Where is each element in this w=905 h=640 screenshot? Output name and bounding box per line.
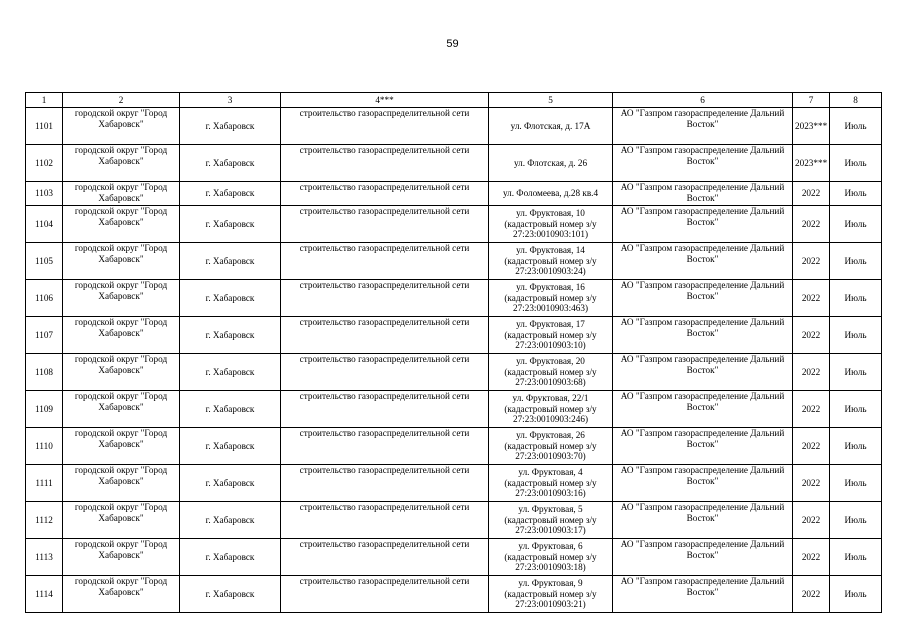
municipality-cell: городской округ "Город Хабаровск" xyxy=(63,428,180,465)
row-number-cell: 1109 xyxy=(26,391,63,428)
municipality-cell: городской округ "Город Хабаровск" xyxy=(63,280,180,317)
column-header: 7 xyxy=(793,93,830,108)
row-number-cell: 1103 xyxy=(26,182,63,206)
organization-cell: АО "Газпром газораспределение Дальний Восток" xyxy=(613,576,793,613)
object-cell: строительство газораспределительной сети xyxy=(281,317,489,354)
municipality-cell: городской округ "Город Хабаровск" xyxy=(63,502,180,539)
column-header: 5 xyxy=(489,93,613,108)
month-cell: Июль xyxy=(830,108,882,145)
address-cell: ул. Фруктовая, 17 (кадастровый номер з/у 27:23:0010903:10) xyxy=(489,317,613,354)
municipality-cell: городской округ "Город Хабаровск" xyxy=(63,539,180,576)
city-cell: г. Хабаровск xyxy=(180,182,281,206)
row-number-cell: 1105 xyxy=(26,243,63,280)
table-row xyxy=(26,280,882,317)
address-cell: ул. Фруктовая, 26 (кадастровый номер з/у 27:23:0010903:70) xyxy=(489,428,613,465)
city-cell: г. Хабаровск xyxy=(180,465,281,502)
city-cell: г. Хабаровск xyxy=(180,539,281,576)
table-row xyxy=(26,576,882,613)
object-cell: строительство газораспределительной сети xyxy=(281,145,489,182)
municipality-cell: городской округ "Город Хабаровск" xyxy=(63,317,180,354)
column-header: 2 xyxy=(63,93,180,108)
municipality-cell: городской округ "Город Хабаровск" xyxy=(63,465,180,502)
organization-cell: АО "Газпром газораспределение Дальний Восток" xyxy=(613,391,793,428)
month-cell: Июль xyxy=(830,145,882,182)
table-row xyxy=(26,145,882,182)
municipality-cell: городской округ "Город Хабаровск" xyxy=(63,108,180,145)
organization-cell: АО "Газпром газораспределение Дальний Восток" xyxy=(613,108,793,145)
page-number: 59 xyxy=(446,38,459,50)
city-cell: г. Хабаровск xyxy=(180,243,281,280)
year-cell: 2023*** xyxy=(793,108,830,145)
address-cell: ул. Фруктовая, 14 (кадастровый номер з/у 27:23:0010903:24) xyxy=(489,243,613,280)
city-cell: г. Хабаровск xyxy=(180,354,281,391)
row-number-cell: 1113 xyxy=(26,539,63,576)
year-cell: 2022 xyxy=(793,576,830,613)
table-header-row xyxy=(26,93,882,108)
city-cell: г. Хабаровск xyxy=(180,576,281,613)
column-header: 6 xyxy=(613,93,793,108)
address-cell: ул. Фруктовая, 9 (кадастровый номер з/у 27:23:0010903:21) xyxy=(489,576,613,613)
object-cell: строительство газораспределительной сети xyxy=(281,243,489,280)
table-row xyxy=(26,206,882,243)
organization-cell: АО "Газпром газораспределение Дальний Восток" xyxy=(613,502,793,539)
year-cell: 2023*** xyxy=(793,145,830,182)
address-cell: ул. Фруктовая, 10 (кадастровый номер з/у 27:23:0010903:101) xyxy=(489,206,613,243)
city-cell: г. Хабаровск xyxy=(180,145,281,182)
column-header: 1 xyxy=(26,93,63,108)
organization-cell: АО "Газпром газораспределение Дальний Восток" xyxy=(613,317,793,354)
object-cell: строительство газораспределительной сети xyxy=(281,576,489,613)
column-header: 8 xyxy=(830,93,882,108)
row-number-cell: 1111 xyxy=(26,465,63,502)
address-cell: ул. Фруктовая, 16 (кадастровый номер з/у 27:23:0010903:463) xyxy=(489,280,613,317)
row-number-cell: 1112 xyxy=(26,502,63,539)
row-number-cell: 1114 xyxy=(26,576,63,613)
municipality-cell: городской округ "Город Хабаровск" xyxy=(63,182,180,206)
row-number-cell: 1106 xyxy=(26,280,63,317)
year-cell: 2022 xyxy=(793,182,830,206)
month-cell: Июль xyxy=(830,182,882,206)
row-number-cell: 1110 xyxy=(26,428,63,465)
year-cell: 2022 xyxy=(793,465,830,502)
municipality-cell: городской округ "Город Хабаровск" xyxy=(63,206,180,243)
year-cell: 2022 xyxy=(793,243,830,280)
year-cell: 2022 xyxy=(793,317,830,354)
month-cell: Июль xyxy=(830,317,882,354)
object-cell: строительство газораспределительной сети xyxy=(281,206,489,243)
month-cell: Июль xyxy=(830,502,882,539)
month-cell: Июль xyxy=(830,428,882,465)
municipality-cell: городской округ "Город Хабаровск" xyxy=(63,576,180,613)
month-cell: Июль xyxy=(830,206,882,243)
organization-cell: АО "Газпром газораспределение Дальний Восток" xyxy=(613,354,793,391)
table-row xyxy=(26,465,882,502)
address-cell: ул. Фоломеева, д.28 кв.4 xyxy=(489,182,613,206)
municipality-cell: городской округ "Город Хабаровск" xyxy=(63,391,180,428)
city-cell: г. Хабаровск xyxy=(180,108,281,145)
row-number-cell: 1102 xyxy=(26,145,63,182)
table-body xyxy=(26,108,882,613)
organization-cell: АО "Газпром газораспределение Дальний Восток" xyxy=(613,539,793,576)
row-number-cell: 1108 xyxy=(26,354,63,391)
organization-cell: АО "Газпром газораспределение Дальний Восток" xyxy=(613,182,793,206)
address-cell: ул. Флотская, д. 17А xyxy=(489,108,613,145)
organization-cell: АО "Газпром газораспределение Дальний Восток" xyxy=(613,280,793,317)
table-row xyxy=(26,243,882,280)
object-cell: строительство газораспределительной сети xyxy=(281,539,489,576)
organization-cell: АО "Газпром газораспределение Дальний Восток" xyxy=(613,428,793,465)
year-cell: 2022 xyxy=(793,206,830,243)
month-cell: Июль xyxy=(830,391,882,428)
table-row xyxy=(26,317,882,354)
object-cell: строительство газораспределительной сети xyxy=(281,391,489,428)
month-cell: Июль xyxy=(830,576,882,613)
address-cell: ул. Флотская, д. 26 xyxy=(489,145,613,182)
city-cell: г. Хабаровск xyxy=(180,206,281,243)
row-number-cell: 1101 xyxy=(26,108,63,145)
column-header: 3 xyxy=(180,93,281,108)
data-table xyxy=(25,92,882,613)
object-cell: строительство газораспределительной сети xyxy=(281,465,489,502)
city-cell: г. Хабаровск xyxy=(180,280,281,317)
year-cell: 2022 xyxy=(793,280,830,317)
object-cell: строительство газораспределительной сети xyxy=(281,280,489,317)
organization-cell: АО "Газпром газораспределение Дальний Восток" xyxy=(613,465,793,502)
object-cell: строительство газораспределительной сети xyxy=(281,354,489,391)
row-number-cell: 1104 xyxy=(26,206,63,243)
row-number-cell: 1107 xyxy=(26,317,63,354)
object-cell: строительство газораспределительной сети xyxy=(281,428,489,465)
year-cell: 2022 xyxy=(793,539,830,576)
month-cell: Июль xyxy=(830,243,882,280)
table-row xyxy=(26,502,882,539)
object-cell: строительство газораспределительной сети xyxy=(281,182,489,206)
organization-cell: АО "Газпром газораспределение Дальний Восток" xyxy=(613,145,793,182)
column-header: 4*** xyxy=(281,93,489,108)
municipality-cell: городской округ "Город Хабаровск" xyxy=(63,145,180,182)
address-cell: ул. Фруктовая, 5 (кадастровый номер з/у 27:23:0010903:17) xyxy=(489,502,613,539)
month-cell: Июль xyxy=(830,539,882,576)
address-cell: ул. Фруктовая, 20 (кадастровый номер з/у 27:23:0010903:68) xyxy=(489,354,613,391)
month-cell: Июль xyxy=(830,280,882,317)
table-row xyxy=(26,182,882,206)
municipality-cell: городской округ "Город Хабаровск" xyxy=(63,354,180,391)
organization-cell: АО "Газпром газораспределение Дальний Восток" xyxy=(613,243,793,280)
table-row xyxy=(26,391,882,428)
city-cell: г. Хабаровск xyxy=(180,502,281,539)
address-cell: ул. Фруктовая, 22/1 (кадастровый номер з/у 27:23:0010903:246) xyxy=(489,391,613,428)
year-cell: 2022 xyxy=(793,354,830,391)
municipality-cell: городской округ "Город Хабаровск" xyxy=(63,243,180,280)
object-cell: строительство газораспределительной сети xyxy=(281,502,489,539)
table-row xyxy=(26,354,882,391)
address-cell: ул. Фруктовая, 4 (кадастровый номер з/у 27:23:0010903:16) xyxy=(489,465,613,502)
organization-cell: АО "Газпром газораспределение Дальний Восток" xyxy=(613,206,793,243)
month-cell: Июль xyxy=(830,465,882,502)
table-row xyxy=(26,108,882,145)
city-cell: г. Хабаровск xyxy=(180,391,281,428)
address-cell: ул. Фруктовая, 6 (кадастровый номер з/у 27:23:0010903:18) xyxy=(489,539,613,576)
year-cell: 2022 xyxy=(793,502,830,539)
table-row xyxy=(26,539,882,576)
city-cell: г. Хабаровск xyxy=(180,428,281,465)
month-cell: Июль xyxy=(830,354,882,391)
year-cell: 2022 xyxy=(793,428,830,465)
table-row xyxy=(26,428,882,465)
object-cell: строительство газораспределительной сети xyxy=(281,108,489,145)
year-cell: 2022 xyxy=(793,391,830,428)
city-cell: г. Хабаровск xyxy=(180,317,281,354)
